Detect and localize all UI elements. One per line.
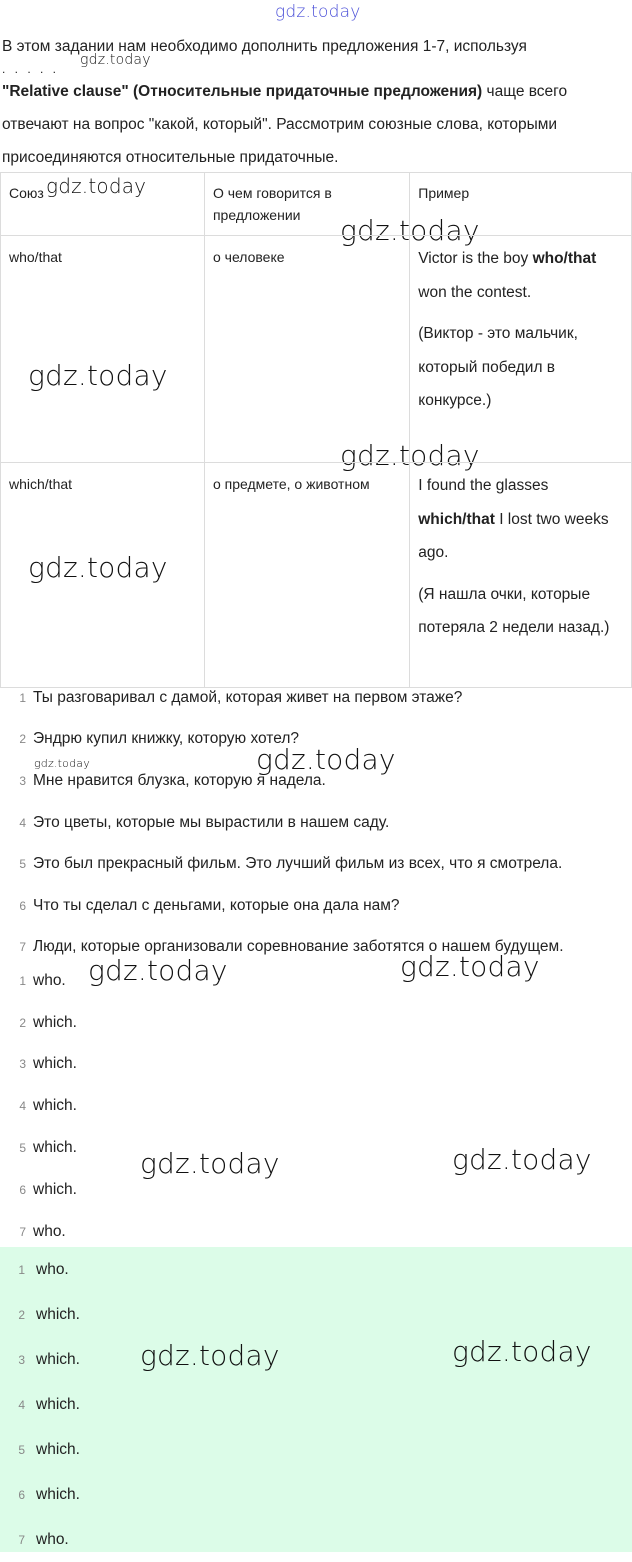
watermark: gdz.today <box>88 954 228 987</box>
item-text: who. <box>33 1222 66 1240</box>
item-number: 4 <box>19 1099 26 1114</box>
watermark: gdz.today <box>34 757 90 770</box>
item-number: 6 <box>19 1182 26 1197</box>
item-number: 1 <box>19 973 26 988</box>
example-bold: who/that <box>532 250 597 267</box>
list-item <box>0 1085 632 1127</box>
table-cell-conjunction: who/that <box>1 236 205 463</box>
table-cell-example <box>410 463 632 688</box>
watermark: gdz.today <box>256 743 396 776</box>
table-cell-about: о человеке <box>204 236 409 463</box>
item-text: Что ты сделал с деньгами, которые она дала нам? <box>33 896 400 914</box>
item-text: Эндрю купил книжку, которую хотел? <box>33 730 299 748</box>
example-sentence <box>418 242 623 309</box>
example-bold: which/that <box>418 510 495 528</box>
watermark: gdz.today <box>28 551 168 584</box>
item-text: Мне нравится блузка, которую я надела. <box>33 771 326 789</box>
item-text: who. <box>36 1530 69 1548</box>
header-example: Пример <box>410 173 632 236</box>
relative-clause-term: "Relative clause" (Относительные придаточные предложения) <box>2 83 483 100</box>
item-text: who. <box>36 1260 69 1278</box>
table-cell-about: о предмете, о животном <box>204 463 409 688</box>
item-number: 6 <box>19 898 26 913</box>
item-text: which. <box>33 1055 77 1073</box>
item-number: 5 <box>18 1442 25 1457</box>
item-text: which. <box>33 1139 77 1157</box>
list-item <box>0 1247 632 1292</box>
watermark: gdz.today <box>340 439 480 472</box>
list-item <box>0 1382 632 1427</box>
table-cell-example <box>410 236 632 463</box>
watermark: gdz.today <box>400 950 540 983</box>
list-item <box>0 802 632 844</box>
table-header-row <box>1 173 632 236</box>
item-text: which. <box>36 1305 80 1323</box>
watermark: gdz.today <box>452 1335 592 1368</box>
watermark-top: gdz.today <box>275 2 361 22</box>
item-text: which. <box>36 1485 80 1503</box>
example-pre: Victor is the boy <box>418 250 533 267</box>
list-item <box>0 1472 632 1517</box>
list-item <box>0 1517 632 1562</box>
example-translation: (Виктор - это мальчик, который победил в конкурсе.) <box>418 325 578 409</box>
item-text: which. <box>33 1097 77 1115</box>
item-number: 3 <box>19 1057 26 1072</box>
table-cell-conjunction: which/that <box>1 463 205 688</box>
answers-list <box>0 960 632 1253</box>
list-item <box>0 719 632 761</box>
intro-paragraph <box>2 75 628 174</box>
watermark: gdz.today <box>28 359 168 392</box>
table-row <box>1 463 632 688</box>
item-text: who. <box>33 971 66 989</box>
watermark: gdz.today <box>46 174 147 198</box>
item-number: 7 <box>19 940 26 955</box>
header-about: О чем говорится в предложении <box>204 173 409 236</box>
example-translation: (Я нашла очки, которые потеряла 2 недели назад.) <box>418 585 610 636</box>
watermark: gdz.today <box>452 1143 592 1176</box>
item-text: Ты разговаривал с дамой, которая живет на первом этаже? <box>33 688 463 706</box>
watermark: gdz.today <box>140 1339 280 1372</box>
intro-rest: чаще всего отвечают на вопрос "какой, который". Рассмотрим союзные слова, которыми присоединяются относительные придаточные. <box>2 83 568 166</box>
list-item <box>0 960 632 1002</box>
item-number: 6 <box>18 1487 25 1502</box>
list-item <box>0 885 632 927</box>
watermark: gdz.today <box>140 1147 280 1180</box>
list-item <box>0 677 632 719</box>
item-text: which. <box>36 1395 80 1413</box>
item-number: 2 <box>19 1015 26 1030</box>
item-number: 5 <box>19 1141 26 1156</box>
watermark: gdz.today <box>340 214 480 247</box>
list-item <box>0 843 632 885</box>
example-pre: I found the glasses <box>418 477 549 494</box>
list-item <box>0 1427 632 1472</box>
item-text: Это цветы, которые мы вырастили в нашем саду. <box>33 813 390 831</box>
item-text: which. <box>33 1013 77 1031</box>
item-number: 3 <box>19 773 26 788</box>
item-number: 2 <box>19 732 26 747</box>
intro-text <box>2 30 628 174</box>
intro-line-1: В этом задании нам необходимо дополнить предложения 1-7, используя <box>2 38 527 55</box>
item-text: Люди, которые организовали соревнование заботятся о нашем будущем. <box>33 938 564 956</box>
example-post: I lost two weeks ago. <box>418 510 609 561</box>
list-item <box>0 1169 632 1211</box>
header-conjunction: Союз <box>1 173 205 236</box>
item-number: 5 <box>19 857 26 872</box>
table-row <box>1 236 632 463</box>
answers-highlighted-list <box>0 1247 632 1552</box>
item-text: which. <box>36 1440 80 1458</box>
item-number: 3 <box>18 1352 25 1367</box>
item-number: 4 <box>18 1397 25 1412</box>
relative-pronouns-table <box>0 172 632 688</box>
example-sentence <box>418 469 623 570</box>
example-post: won the contest. <box>418 283 532 301</box>
item-text: which. <box>36 1350 80 1368</box>
item-text: Это был прекрасный фильм. Это лучший фильм из всех, что я смотрела. <box>33 855 563 873</box>
intro-dots: . . . . . <box>2 62 60 76</box>
list-item <box>0 1044 632 1086</box>
sentences-list <box>0 677 632 968</box>
item-number: 4 <box>19 815 26 830</box>
item-text: which. <box>33 1180 77 1198</box>
list-item <box>0 1292 632 1337</box>
list-item <box>0 760 632 802</box>
item-number: 2 <box>18 1307 25 1322</box>
item-number: 1 <box>18 1262 25 1277</box>
watermark: gdz.today <box>80 52 151 68</box>
item-number: 7 <box>19 1224 26 1239</box>
item-number: 1 <box>19 690 26 705</box>
item-number: 7 <box>18 1532 25 1547</box>
list-item <box>0 1002 632 1044</box>
list-item <box>0 1127 632 1169</box>
